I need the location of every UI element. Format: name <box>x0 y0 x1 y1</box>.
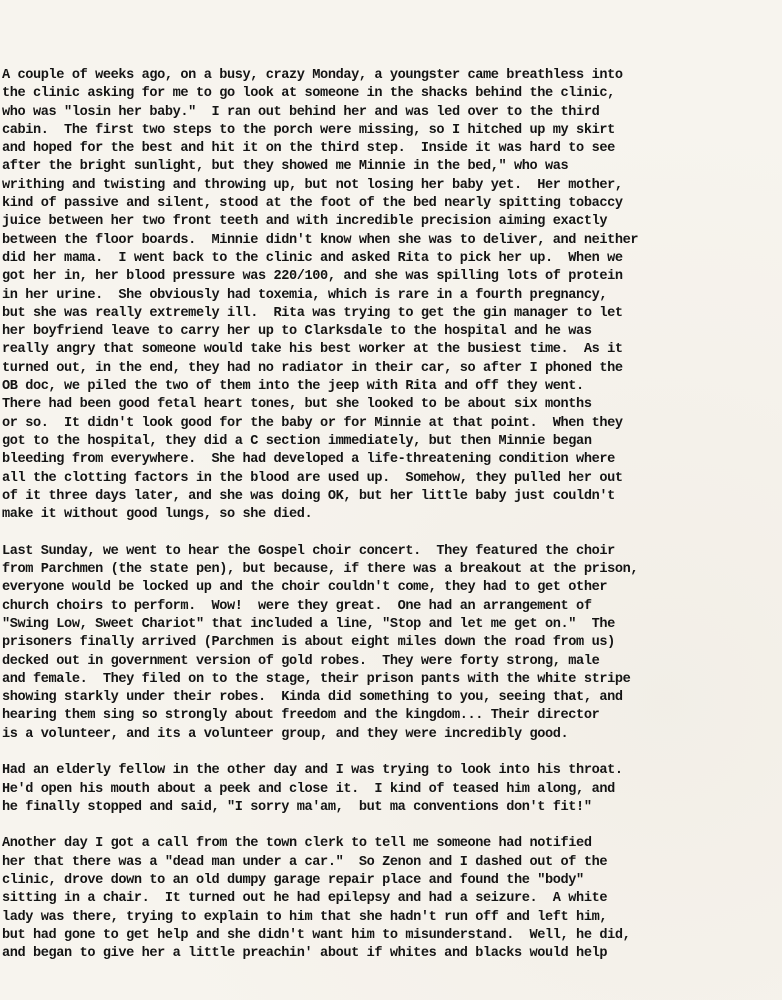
text-line: did her mama. I went back to the clinic and asked Rita to pick her up. When we <box>2 250 623 266</box>
text-line: got her in, her blood pressure was 220/100, and she was spilling lots of protein <box>2 269 623 285</box>
text-line: juice between her two front teeth and with incredible precision aiming exactly <box>2 214 608 230</box>
text-line: sitting in a chair. It turned out he had epilepsy and had a seizure. A white <box>2 891 608 907</box>
text-line: OB doc, we piled the two of them into the jeep with Rita and off they went. <box>2 379 584 395</box>
text-line: and hoped for the best and hit it on the third step. Inside it was hard to see <box>2 141 615 157</box>
text-line: he finally stopped and said, "I sorry ma'am, but ma conventions don't fit!" <box>2 799 592 815</box>
text-line: Last Sunday, we went to hear the Gospel choir concert. They featured the choir <box>2 543 615 559</box>
text-line: lady was there, trying to explain to him that she hadn't run off and left him, <box>2 909 608 925</box>
text-line: but had gone to get help and she didn't want him to misunderstand. Well, he did, <box>2 927 631 943</box>
text-line: Another day I got a call from the town clerk to tell me someone had notified <box>2 836 592 852</box>
text-line: got to the hospital, they did a C section immediately, but then Minnie began <box>2 433 592 449</box>
text-line: is a volunteer, and its a volunteer group, and they were incredibly good. <box>2 726 569 742</box>
text-line: writhing and twisting and throwing up, but not losing her baby yet. Her mother, <box>2 177 623 193</box>
text-line: clinic, drove down to an old dumpy garage repair place and found the "body" <box>2 873 584 889</box>
letter-body <box>2 67 782 982</box>
text-line: of it three days later, and she was doing OK, but her little baby just couldn't <box>2 488 615 504</box>
text-line: and female. They filed on to the stage, their prison pants with the white stripe <box>2 671 631 687</box>
text-line: and began to give her a little preachin' about if whites and blacks would help <box>2 946 608 962</box>
text-line: turned out, in the end, they had no radiator in their car, so after I phoned the <box>2 360 623 376</box>
paragraph-1 <box>2 67 782 524</box>
text-line: cabin. The first two steps to the porch were missing, so I hitched up my skirt <box>2 122 615 138</box>
text-line: He'd open his mouth about a peek and close it. I kind of teased him along, and <box>2 781 615 797</box>
text-line: A couple of weeks ago, on a busy, crazy Monday, a youngster came breathless into <box>2 68 623 83</box>
text-line: her that there was a "dead man under a car." So Zenon and I dashed out of the <box>2 854 608 870</box>
text-line: in her urine. She obviously had toxemia, which is rare in a fourth pregnancy, <box>2 287 608 303</box>
text-line: her boyfriend leave to carry her up to Clarksdale to the hospital and he was <box>2 324 592 340</box>
text-line: the clinic asking for me to go look at someone in the shacks behind the clinic, <box>2 86 615 102</box>
text-line: There had been good fetal heart tones, but she looked to be about six months <box>2 397 592 413</box>
text-line: or so. It didn't look good for the baby or for Minnie at that point. When they <box>2 415 623 431</box>
text-line: really angry that someone would take his best worker at the busiest time. As it <box>2 342 623 358</box>
text-line: "Swing Low, Sweet Chariot" that included a line, "Stop and let me get on." The <box>2 616 615 632</box>
text-line: everyone would be locked up and the choir couldn't come, they had to get other <box>2 580 608 596</box>
text-line: hearing them sing so strongly about freedom and the kingdom... Their director <box>2 708 600 724</box>
text-line: showing starkly under their robes. Kinda did something to you, seeing that, and <box>2 690 623 706</box>
text-line: kind of passive and silent, stood at the foot of the bed nearly spitting tobaccy <box>2 196 623 212</box>
text-line: church choirs to perform. Wow! were they great. One had an arrangement of <box>2 598 592 614</box>
text-line: make it without good lungs, so she died. <box>2 507 313 523</box>
text-line: but she was really extremely ill. Rita was trying to get the gin manager to let <box>2 305 623 321</box>
paragraph-2 <box>2 543 782 744</box>
text-line: Had an elderly fellow in the other day and I was trying to look into his throat. <box>2 763 623 779</box>
text-line: from Parchmen (the state pen), but because, if there was a breakout at the prison, <box>2 562 639 578</box>
text-line: bleeding from everywhere. She had developed a life-threatening condition where <box>2 452 615 468</box>
text-line: who was "losin her baby." I ran out behind her and was led over to the third <box>2 104 600 120</box>
text-line: prisoners finally arrived (Parchmen is about eight miles down the road from us) <box>2 635 615 651</box>
text-line: after the bright sunlight, but they showed me Minnie in the bed," who was <box>2 159 569 175</box>
text-line: between the floor boards. Minnie didn't know when she was to deliver, and neither <box>2 232 639 248</box>
paragraph-3 <box>2 762 782 817</box>
text-line: decked out in government version of gold robes. They were forty strong, male <box>2 653 600 669</box>
text-line: all the clotting factors in the blood are used up. Somehow, they pulled her out <box>2 470 623 486</box>
paragraph-4 <box>2 835 782 963</box>
